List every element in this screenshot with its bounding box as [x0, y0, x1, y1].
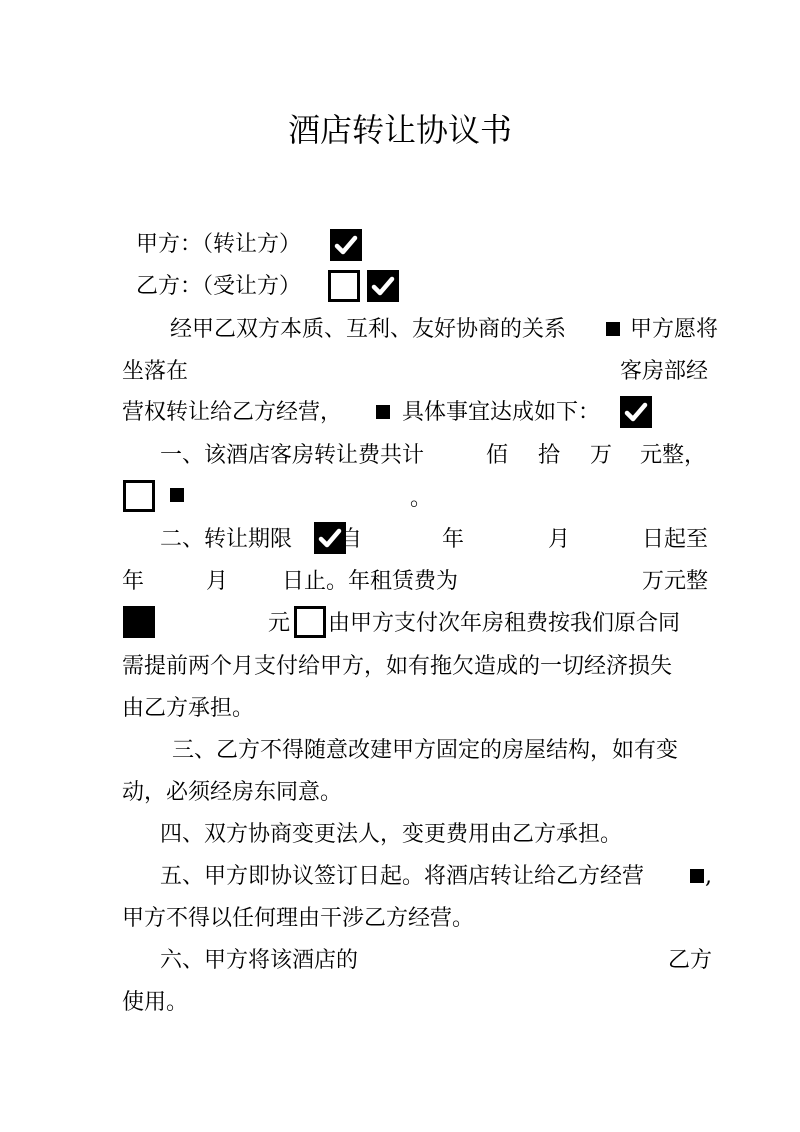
clause-5-text: 五、甲方即协议签订日起。将酒店转让给乙方经营 [160, 864, 645, 889]
clause-2-text: 月 [206, 569, 229, 594]
checkbox-empty[interactable] [294, 606, 326, 638]
intro-text: 经甲乙双方本质、互利、友好协商的关系 [170, 317, 567, 342]
clause-2-text: 由乙方承担。 [122, 696, 255, 721]
clause-2-text: 日止。年租赁费为 [282, 569, 459, 594]
clause-6-text: 乙方 [668, 948, 713, 973]
check-icon [620, 396, 652, 428]
check-icon [330, 229, 362, 261]
clause-5-text: , [705, 864, 712, 889]
square-mark [376, 405, 390, 419]
intro-text: 具体事宜达成如下： [402, 400, 601, 425]
square-mark [606, 322, 620, 336]
intro-text: 客房部经 [620, 359, 709, 384]
clause-3-text: 动，必须经房东同意。 [122, 780, 343, 805]
filled-box [123, 606, 155, 638]
clause-2-text: 年 [442, 527, 465, 552]
clause-1-text: 一、该酒店客房转让费共计 [160, 443, 425, 468]
square-mark [170, 488, 184, 502]
document-title: 酒店转让协议书 [287, 111, 512, 149]
clause-2-text: 需提前两个月支付给甲方，如有拖欠造成的一切经济损失 [122, 654, 673, 679]
clause-1-text: 。 [410, 486, 433, 511]
clause-2-text: 二、转让期限 [160, 527, 293, 552]
clause-2-text: 自 [340, 527, 363, 552]
clause-1-text: 元整， [640, 443, 707, 468]
intro-text: 甲方愿将 [630, 317, 719, 342]
checkbox-checked[interactable] [367, 270, 399, 302]
party-a-label: 甲方：（转让方） [136, 232, 302, 257]
intro-text: 营权转让给乙方经营， [122, 400, 343, 425]
clause-6-text: 使用。 [122, 990, 189, 1015]
clause-1-text: 拾 [538, 443, 561, 468]
checkbox-empty[interactable] [123, 480, 155, 512]
clause-2-text: 日起至 [642, 527, 709, 552]
checkbox-checked[interactable] [330, 229, 362, 261]
clause-1-text: 佰 [486, 443, 509, 468]
clause-6-text: 六、甲方将该酒店的 [160, 948, 359, 973]
clause-5-text: 甲方不得以任何理由干涉乙方经营。 [122, 906, 475, 931]
clause-4-text: 四、双方协商变更法人，变更费用由乙方承担。 [160, 822, 623, 847]
party-b-label: 乙方：（受让方） [136, 274, 302, 299]
checkbox-empty[interactable] [328, 270, 360, 302]
checkbox-checked[interactable] [620, 396, 652, 428]
clause-2-text: 元 [268, 611, 291, 636]
square-mark [690, 869, 704, 883]
intro-text: 坐落在 [122, 359, 189, 384]
clause-2-text: 由甲方支付次年房租费按我们原合同 [328, 611, 681, 636]
clause-1-text: 万 [590, 443, 613, 468]
check-icon [367, 270, 399, 302]
clause-2-text: 月 [548, 527, 571, 552]
clause-3-text: 三、乙方不得随意改建甲方固定的房屋结构，如有变 [172, 738, 679, 763]
clause-2-text: 万元整 [642, 569, 709, 594]
clause-2-text: 年 [122, 569, 145, 594]
